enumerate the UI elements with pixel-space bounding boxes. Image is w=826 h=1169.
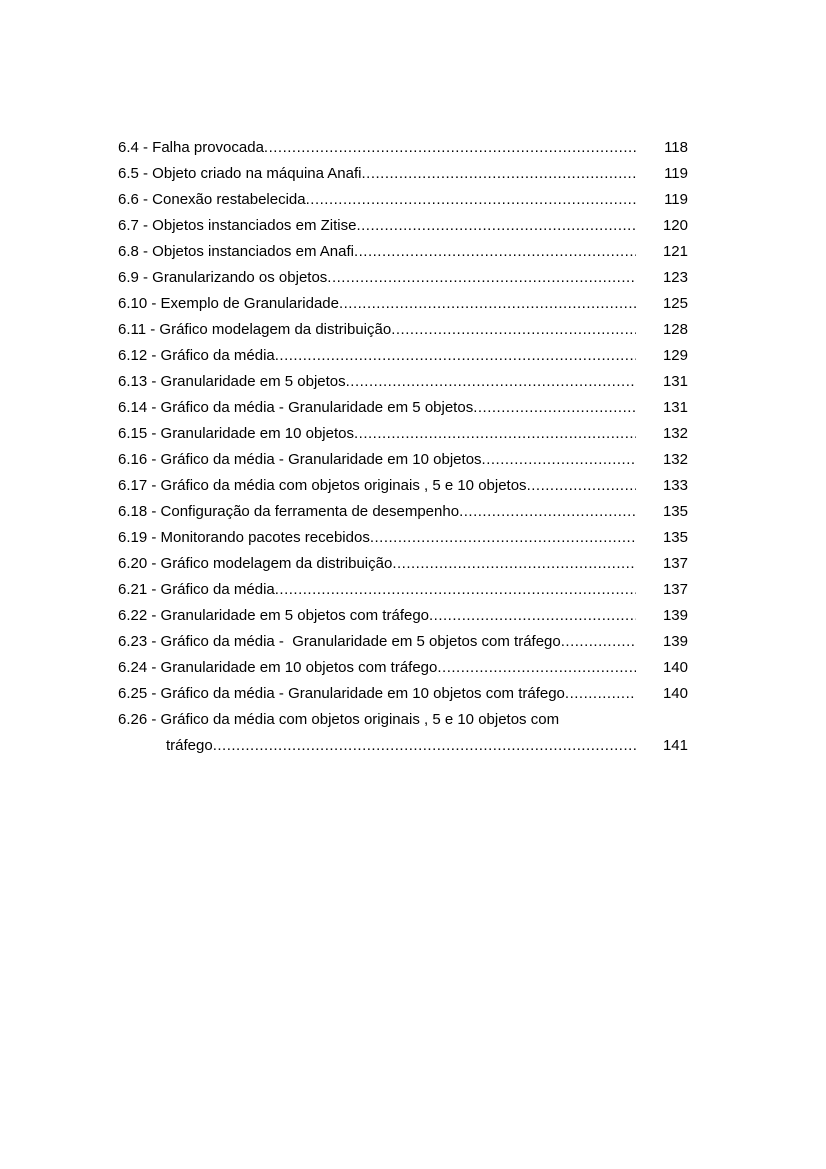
dot-leader: [370, 527, 636, 549]
toc-entry-page: 129: [662, 347, 688, 364]
toc-entry-title: 6.13 - Granularidade em 5 objetos: [118, 373, 346, 390]
toc-entry-page: 125: [662, 295, 688, 312]
dot-leader: [327, 267, 636, 289]
toc-entry: [118, 501, 688, 527]
toc-entry: [118, 449, 688, 475]
toc-entry: [118, 527, 688, 553]
toc-entry-page: 123: [662, 269, 688, 286]
toc-entry: [118, 137, 688, 163]
dot-leader: [339, 293, 636, 315]
toc-entry-title: 6.21 - Gráfico da média: [118, 581, 275, 598]
toc-entry-title: 6.4 - Falha provocada: [118, 139, 264, 156]
toc-entry-page: 135: [662, 529, 688, 546]
toc-entry-page: 140: [662, 685, 688, 702]
toc-entry-title: 6.11 - Gráfico modelagem da distribuição: [118, 321, 392, 338]
toc-entry: [118, 371, 688, 397]
toc-entry: [118, 293, 688, 319]
toc-entry: [118, 631, 688, 657]
toc-entry-title-continuation: tráfego: [166, 737, 213, 754]
dot-leader: [275, 579, 636, 601]
toc-entry-page: 131: [662, 373, 688, 390]
dot-leader: [356, 215, 636, 237]
toc-entry-title: 6.5 - Objeto criado na máquina Anafi: [118, 165, 362, 182]
toc-entry: [118, 189, 688, 215]
toc-entry-title: 6.23 - Gráfico da média - Granularidade em 5 objetos com tráfego: [118, 633, 561, 650]
toc-entry: [118, 345, 688, 371]
toc-entry: [118, 241, 688, 267]
toc-entry-title: 6.6 - Conexão restabelecida: [118, 191, 306, 208]
dot-leader: [437, 657, 636, 679]
toc-entry-page: 131: [662, 399, 688, 416]
toc-entry-title: 6.20 - Gráfico modelagem da distribuição: [118, 555, 393, 572]
toc-entry: [118, 163, 688, 189]
toc-entry-page: 133: [662, 477, 688, 494]
dot-leader: [275, 345, 636, 367]
toc-entry-title: 6.16 - Gráfico da média - Granularidade em 10 objetos: [118, 451, 482, 468]
toc-entry-page: 132: [662, 451, 688, 468]
toc-entry-title: 6.19 - Monitorando pacotes recebidos: [118, 529, 370, 546]
dot-leader: [354, 423, 636, 445]
dot-leader: [565, 683, 636, 705]
dot-leader: [429, 605, 636, 627]
toc-entry-title: 6.26 - Gráfico da média com objetos originais , 5 e 10 objetos com: [118, 711, 560, 728]
dot-leader: [346, 371, 636, 393]
dot-leader: [473, 397, 636, 419]
dot-leader: [392, 553, 636, 575]
table-of-contents: [118, 137, 688, 761]
dot-leader: [213, 735, 636, 757]
toc-entry: [118, 475, 688, 501]
toc-entry-title: 6.12 - Gráfico da média: [118, 347, 275, 364]
toc-entry: [118, 579, 688, 605]
toc-entry: [118, 605, 688, 631]
toc-entry-page: 120: [662, 217, 688, 234]
dot-leader: [354, 241, 636, 263]
toc-entry-title: 6.15 - Granularidade em 10 objetos: [118, 425, 354, 442]
toc-entry-page: 121: [662, 243, 688, 260]
toc-entry-page: 141: [662, 737, 688, 754]
toc-entry-page: 135: [662, 503, 688, 520]
toc-entry-page: 139: [662, 633, 688, 650]
toc-entry: [118, 657, 688, 683]
toc-entry-page: 128: [662, 321, 688, 338]
toc-entry: [118, 423, 688, 449]
toc-entry-page: 119: [664, 165, 688, 182]
toc-entry: [118, 397, 688, 423]
toc-entry: [118, 267, 688, 293]
toc-entry: [118, 215, 688, 241]
dot-leader: [264, 137, 636, 159]
toc-entry-multiline: [118, 709, 688, 761]
toc-entry-title: 6.25 - Gráfico da média - Granularidade em 10 objetos com tráfego: [118, 685, 565, 702]
dot-leader: [561, 631, 636, 653]
dot-leader: [391, 319, 636, 341]
toc-entry-page: 140: [662, 659, 688, 676]
toc-entry-page: 139: [662, 607, 688, 624]
toc-entry-title: 6.24 - Granularidade em 10 objetos com tráfego: [118, 659, 438, 676]
toc-entry-page: 137: [662, 581, 688, 598]
toc-entry-title: 6.7 - Objetos instanciados em Zitise: [118, 217, 357, 234]
toc-entry: [118, 319, 688, 345]
toc-entry-page: 119: [664, 191, 688, 208]
toc-entry-title: 6.8 - Objetos instanciados em Anafi: [118, 243, 354, 260]
toc-entry-title: 6.18 - Configuração da ferramenta de desempenho: [118, 503, 460, 520]
toc-entry: [118, 683, 688, 709]
toc-entry-title: 6.14 - Gráfico da média - Granularidade em 5 objetos: [118, 399, 474, 416]
toc-entry-page: 132: [662, 425, 688, 442]
toc-entry-page: 118: [664, 139, 688, 156]
toc-entry-title: 6.17 - Gráfico da média com objetos originais , 5 e 10 objetos: [118, 477, 527, 494]
toc-entry-page: 137: [662, 555, 688, 572]
dot-leader: [306, 189, 636, 211]
dot-leader: [482, 449, 636, 471]
toc-entry-title: 6.22 - Granularidade em 5 objetos com tráfego: [118, 607, 430, 624]
dot-leader: [527, 475, 636, 497]
toc-entry-title: 6.10 - Exemplo de Granularidade: [118, 295, 339, 312]
toc-entry-title: 6.9 - Granularizando os objetos: [118, 269, 328, 286]
toc-entry: [118, 553, 688, 579]
dot-leader: [459, 501, 636, 523]
dot-leader: [362, 163, 637, 185]
